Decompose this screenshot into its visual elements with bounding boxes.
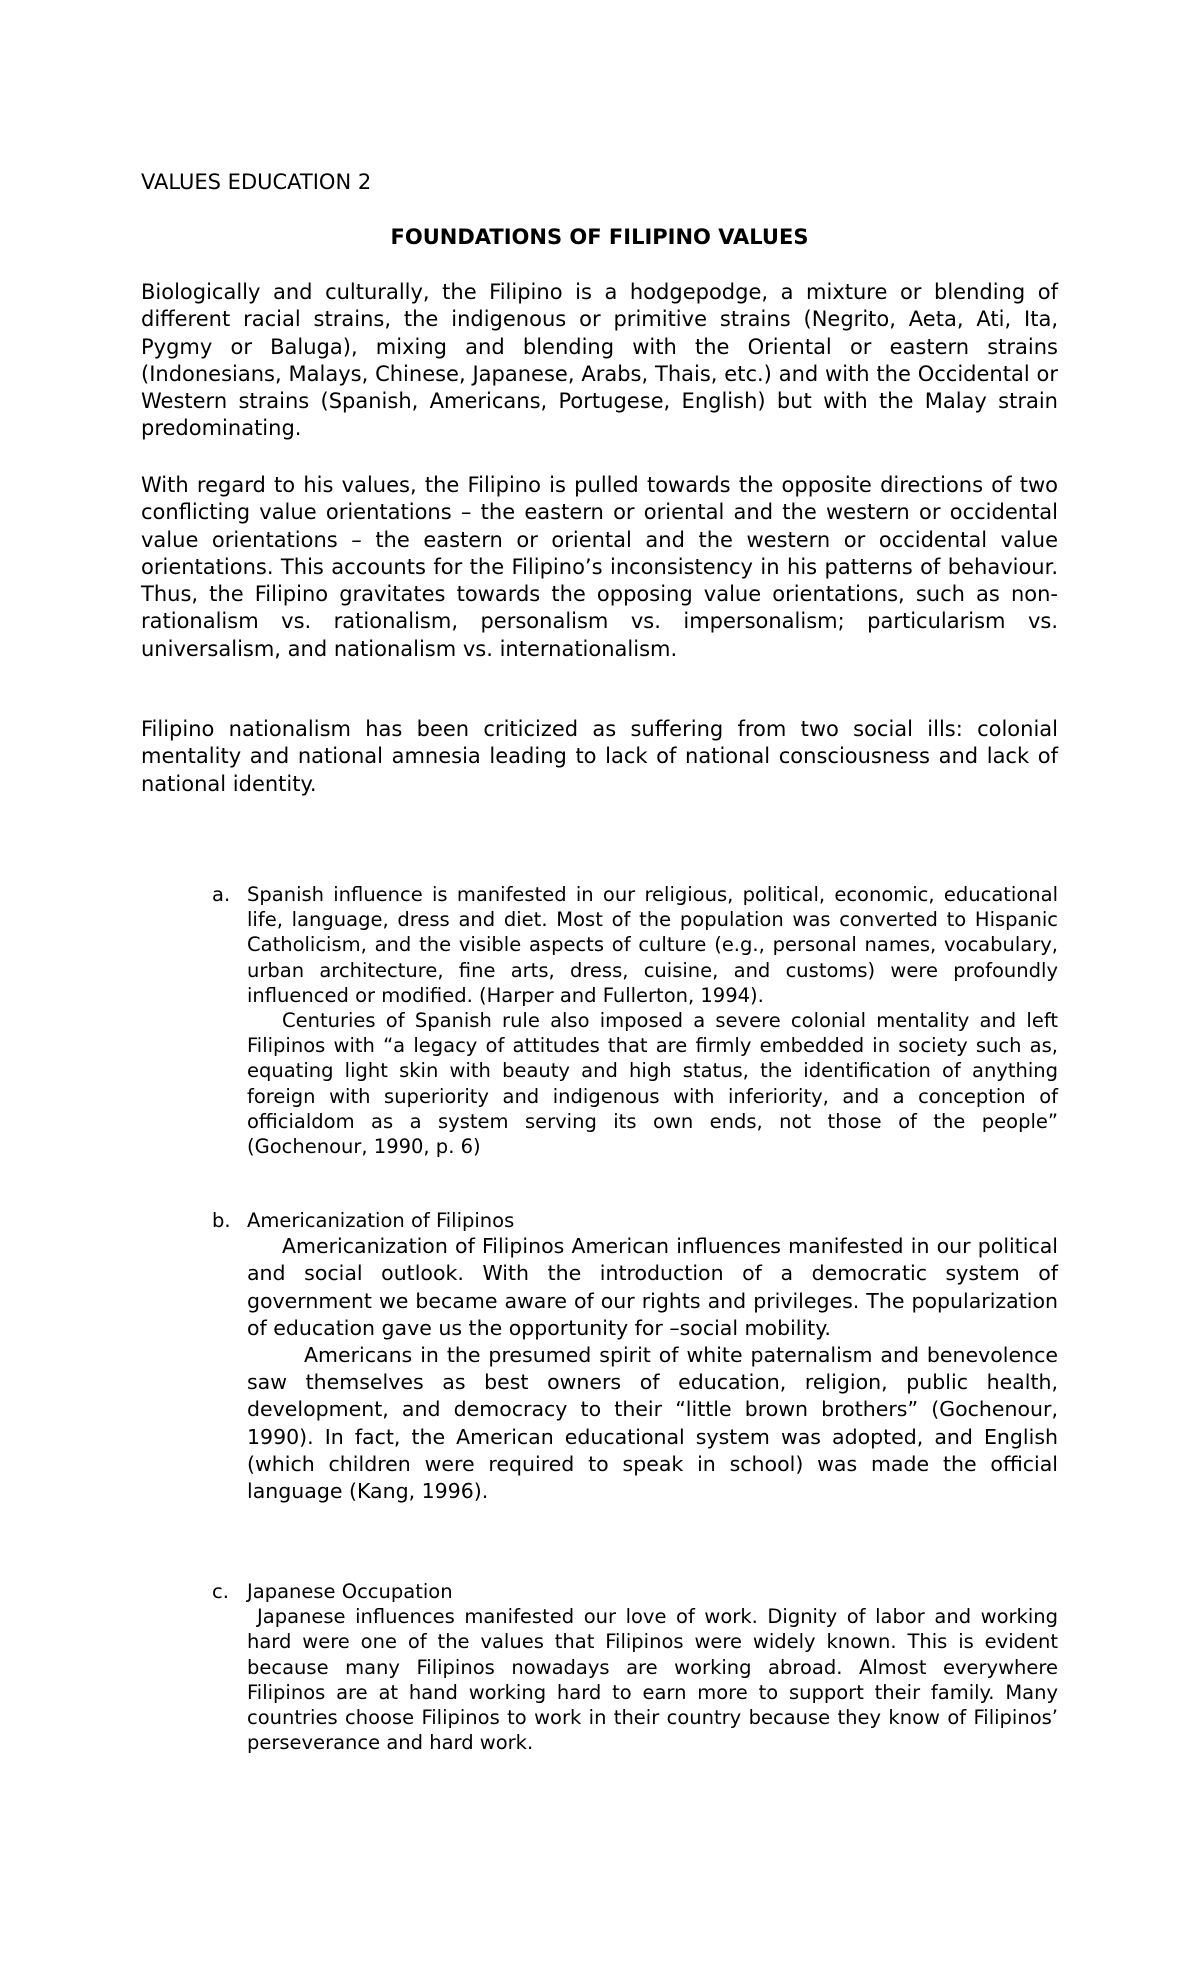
japanese-influence-text: Japanese influences manifested our love of work. Dignity of labor and working hard were one of the values that Filipinos were widely known. This is evident because many Filipinos nowadays are working abroad. Almost everywhere Filipinos are at hand working hard to earn more to support their family. Many countries choose Filipinos to work in their country because they know of Filipinos’ perseverance and hard work. [247, 1605, 1058, 1755]
americanization-heading: Americanization of Filipinos [247, 1209, 515, 1232]
list-item-body [247, 882, 1058, 1159]
course-code: VALUES EDUCATION 2 [141, 170, 372, 194]
list-item-body [247, 1208, 1058, 1505]
japanese-occupation-heading: Japanese Occupation [247, 1580, 453, 1603]
paragraph-value-orientations: With regard to his values, the Filipino is pulled towards the opposite directions of two conflicting value orientations – the eastern or oriental and the western or occidental value orientations – the eastern or oriental and the western or occidental value orientations. This accounts for the Filipino’s inconsistency in his patterns of behaviour. Thus, the Filipino gravitates towards the opposing value orientations, such as non-rationalism vs. rationalism, personalism vs. impersonalism; particularism vs. universalism, and nationalism vs. internationalism. [141, 473, 1058, 661]
list-marker: b. [212, 1209, 231, 1232]
american-influence-text: Americanization of Filipinos American influences manifested in our political and social outlook. With the introduction of a democratic system of government we became aware of our rights and privileges. The popularization of education gave us the opportunity for –social mobility. [247, 1234, 1058, 1340]
paragraph-racial-origins: Biologically and culturally, the Filipino is a hodgepodge, a mixture or blending of different racial strains, the indigenous or primitive strains (Negrito, Aeta, Ati, Ita, Pygmy or Baluga), mixing and blending with the Oriental or eastern strains (Indonesians, Malays, Chinese, Japanese, Arabs, Thais, etc.) and with the Occidental or Western strains (Spanish, Americans, Portugese, English) but with the Malay strain predominating. [141, 280, 1058, 441]
document-title: FOUNDATIONS OF FILIPINO VALUES [390, 225, 809, 249]
paragraph-nationalism: Filipino nationalism has been criticized as suffering from two social ills: colonial mentality and national amnesia leading to lack of national consciousness and lack of national identity. [141, 717, 1058, 796]
list-marker: c. [212, 1580, 229, 1603]
list-item-body [247, 1579, 1058, 1755]
american-paternalism-text: Americans in the presumed spirit of white paternalism and benevolence saw themselves as best owners of education, religion, public health, development, and democracy to their “little brown brothers” (Gochenour, 1990). In fact, the American educational system was adopted, and English (which children were required to speak in school) was made the official language (Kang, 1996). [247, 1343, 1058, 1504]
spanish-rule-text: Centuries of Spanish rule also imposed a severe colonial mentality and left Filipinos with “a legacy of attitudes that are firmly embedded in society such as, equating light skin with beauty and high status, the identification of anything foreign with superiority and indigenous with inferiority, and a conception of officialdom as a system serving its own ends, not those of the people” (Gochenour, 1990, p. 6) [247, 1009, 1058, 1159]
list-marker: a. [212, 883, 231, 906]
spanish-influence-text: Spanish influence is manifested in our religious, political, economic, educational life, language, dress and diet. Most of the population was converted to Hispanic Catholicism, and the visible aspects of culture (e.g., personal names, vocabulary, urban architecture, fine arts, dress, cuisine, and customs) were profoundly influenced or modified. (Harper and Fullerton, 1994). [247, 883, 1058, 1007]
